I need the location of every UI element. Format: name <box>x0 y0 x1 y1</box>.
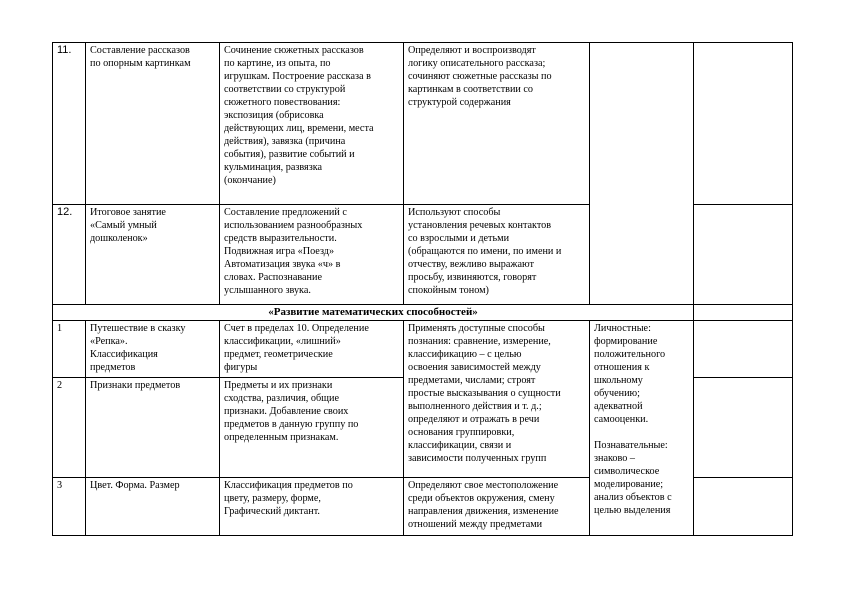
table-row <box>53 321 793 378</box>
content-cell: Сочинение сюжетных рассказов по картине, из опыта, по игрушкам. Построение рассказа в соответствии со структурой сюжетного повествования: экспозиция (обрисовка действующих лиц, времени, места действия), завязка (причина события), развитие событий и кульминация, развязка (окончание) <box>220 43 404 205</box>
section-title: «Развитие математических способностей» <box>53 305 694 321</box>
row-number: 1 <box>53 321 86 378</box>
lesson-plan-table <box>52 42 793 536</box>
row-number: 11. <box>53 43 86 205</box>
activity-cell: Определяют и воспроизводят логику описательного рассказа; сочиняют сюжетные рассказы по картинкам в соответствии со структурой содержания <box>404 43 590 205</box>
content-cell: Счет в пределах 10. Определение классификации, «лишний» предмет, геометрические фигуры <box>220 321 404 378</box>
activity-cell: Используют способы установления речевых контактов со взрослыми и детьми (обращаются по имени, по имени и отчеству, вежливо выражают просьбу, извиняются, говорят спокойным тоном) <box>404 205 590 305</box>
notes-cell-empty <box>694 205 793 305</box>
content-cell: Классификация предметов по цвету, размеру, форме, Графический диктант. <box>220 478 404 536</box>
activity-cell: Применять доступные способы познания: сравнение, измерение, классификацию – с целью освоения зависимостей между предметами, числами; строят простые высказывания о сущности выполненного действия и т. д.; определяют и отражать в речи основания группировки, классификации, связи и зависимости полученных групп <box>404 321 590 478</box>
topic-cell: Итоговое занятие «Самый умный дошколенок» <box>86 205 220 305</box>
topic-cell: Цвет. Форма. Размер <box>86 478 220 536</box>
notes-cell-empty <box>694 478 793 536</box>
section-header-row <box>53 305 793 321</box>
content-cell: Составление предложений с использованием разнообразных средств выразительности. Подвижная игра «Поезд» Автоматизация звука «ч» в словах. Распознавание услышанного звука. <box>220 205 404 305</box>
row-number: 2 <box>53 378 86 478</box>
topic-cell: Путешествие в сказку «Репка». Классификация предметов <box>86 321 220 378</box>
notes-cell-empty <box>694 378 793 478</box>
uud-cell-empty <box>590 43 694 305</box>
topic-cell: Составление рассказов по опорным картинкам <box>86 43 220 205</box>
uud-cell: Личностные: формирование положительного отношения к школьному обучению; адекватной самооценки. Познавательные: знаково – символическое моделирование; анализ объектов с целью выделения <box>590 321 694 536</box>
document-page <box>52 42 792 536</box>
notes-cell-empty <box>694 305 793 321</box>
row-number: 12. <box>53 205 86 305</box>
topic-cell: Признаки предметов <box>86 378 220 478</box>
row-number: 3 <box>53 478 86 536</box>
content-cell: Предметы и их признаки сходства, различия, общие признаки. Добавление своих предметов в данную группу по определенным признакам. <box>220 378 404 478</box>
table-row <box>53 43 793 205</box>
notes-cell-empty <box>694 321 793 378</box>
activity-cell: Определяют свое местоположение среди объектов окружения, смену направления движения, изменение отношений между предметами <box>404 478 590 536</box>
notes-cell-empty <box>694 43 793 205</box>
